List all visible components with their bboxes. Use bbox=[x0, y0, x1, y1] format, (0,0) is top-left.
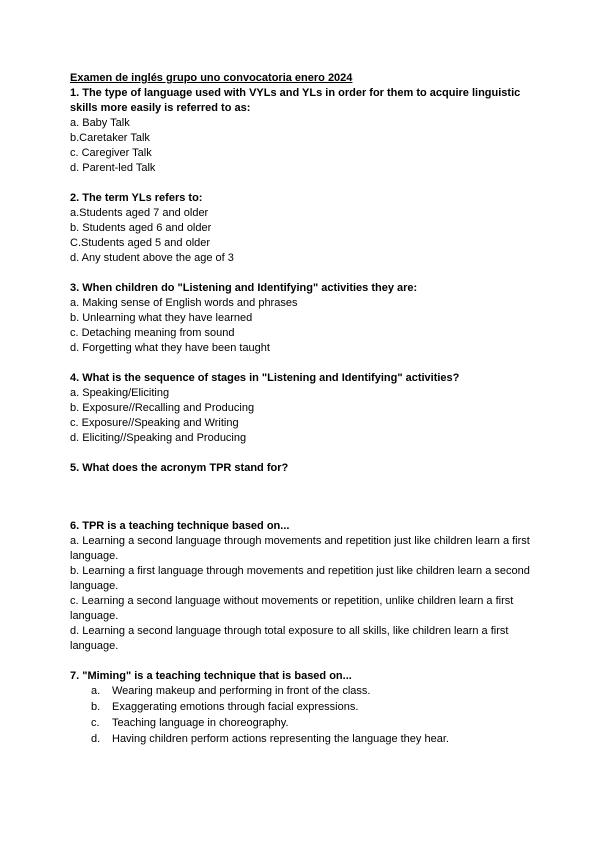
question-7-option-c bbox=[70, 716, 530, 731]
question-1 bbox=[70, 86, 530, 176]
option-letter: d. bbox=[91, 733, 101, 745]
question-4-option-b: b. Exposure//Recalling and Producing bbox=[70, 402, 255, 414]
question-2-option-c: C.Students aged 5 and older bbox=[70, 237, 211, 249]
question-1-option-d: d. Parent-led Talk bbox=[70, 162, 156, 174]
option-letter: a. bbox=[91, 685, 101, 697]
question-5-text: 5. What does the acronym TPR stand for? bbox=[70, 462, 289, 474]
option-text: Wearing makeup and performing in front of the class. bbox=[112, 685, 371, 697]
option-text: Having children perform actions representing the language they hear. bbox=[112, 733, 449, 745]
option-letter: b. bbox=[91, 701, 101, 713]
question-2-option-a: a.Students aged 7 and older bbox=[70, 207, 209, 219]
question-4-text: 4. What is the sequence of stages in "Listening and Identifying" activities? bbox=[70, 372, 460, 384]
question-1-text: 1. The type of language used with VYLs and YLs in order for them to acquire linguistic skills more easily is referred to as: bbox=[70, 87, 521, 114]
question-2 bbox=[70, 191, 530, 266]
question-6-text: 6. TPR is a teaching technique based on... bbox=[70, 520, 290, 532]
option-text: Exaggerating emotions through facial expressions. bbox=[112, 701, 359, 713]
question-2-option-b: b. Students aged 6 and older bbox=[70, 222, 212, 234]
option-text: Teaching language in choreography. bbox=[112, 717, 289, 729]
question-7-option-b bbox=[70, 700, 530, 715]
question-3-option-d: d. Forgetting what they have been taught bbox=[70, 342, 270, 354]
question-2-text: 2. The term YLs refers to: bbox=[70, 192, 203, 204]
question-6-option-b: b. Learning a first language through movements and repetition just like children learn a second language. bbox=[70, 565, 530, 592]
question-6-option-c: c. Learning a second language without movements or repetition, unlike children learn a first language. bbox=[70, 595, 514, 622]
question-1-option-a: a. Baby Talk bbox=[70, 117, 130, 129]
question-7-option-d bbox=[70, 732, 530, 747]
question-3-option-a: a. Making sense of English words and phrases bbox=[70, 297, 298, 309]
question-7-option-a bbox=[70, 684, 530, 699]
question-3-text: 3. When children do "Listening and Identifying" activities they are: bbox=[70, 282, 418, 294]
question-4 bbox=[70, 371, 530, 446]
document-title: Examen de inglés grupo uno convocatoria enero 2024 bbox=[70, 72, 353, 84]
question-3-option-c: c. Detaching meaning from sound bbox=[70, 327, 235, 339]
question-7 bbox=[70, 669, 530, 747]
question-6-option-a: a. Learning a second language through movements and repetition just like children learn a first language. bbox=[70, 535, 530, 562]
question-4-option-a: a. Speaking/Eliciting bbox=[70, 387, 170, 399]
question-3 bbox=[70, 281, 530, 356]
question-5 bbox=[70, 461, 530, 476]
question-7-text: 7. "Miming" is a teaching technique that is based on... bbox=[70, 670, 352, 682]
option-letter: c. bbox=[91, 717, 100, 729]
question-4-option-d: d. Eliciting//Speaking and Producing bbox=[70, 432, 247, 444]
question-6-option-d: d. Learning a second language through total exposure to all skills, like children learn a first language. bbox=[70, 625, 509, 652]
question-1-option-c: c. Caregiver Talk bbox=[70, 147, 152, 159]
question-1-option-b: b.Caretaker Talk bbox=[70, 132, 150, 144]
question-6 bbox=[70, 519, 530, 654]
question-2-option-d: d. Any student above the age of 3 bbox=[70, 252, 234, 264]
question-3-option-b: b. Unlearning what they have learned bbox=[70, 312, 253, 324]
question-4-option-c: c. Exposure//Speaking and Writing bbox=[70, 417, 239, 429]
